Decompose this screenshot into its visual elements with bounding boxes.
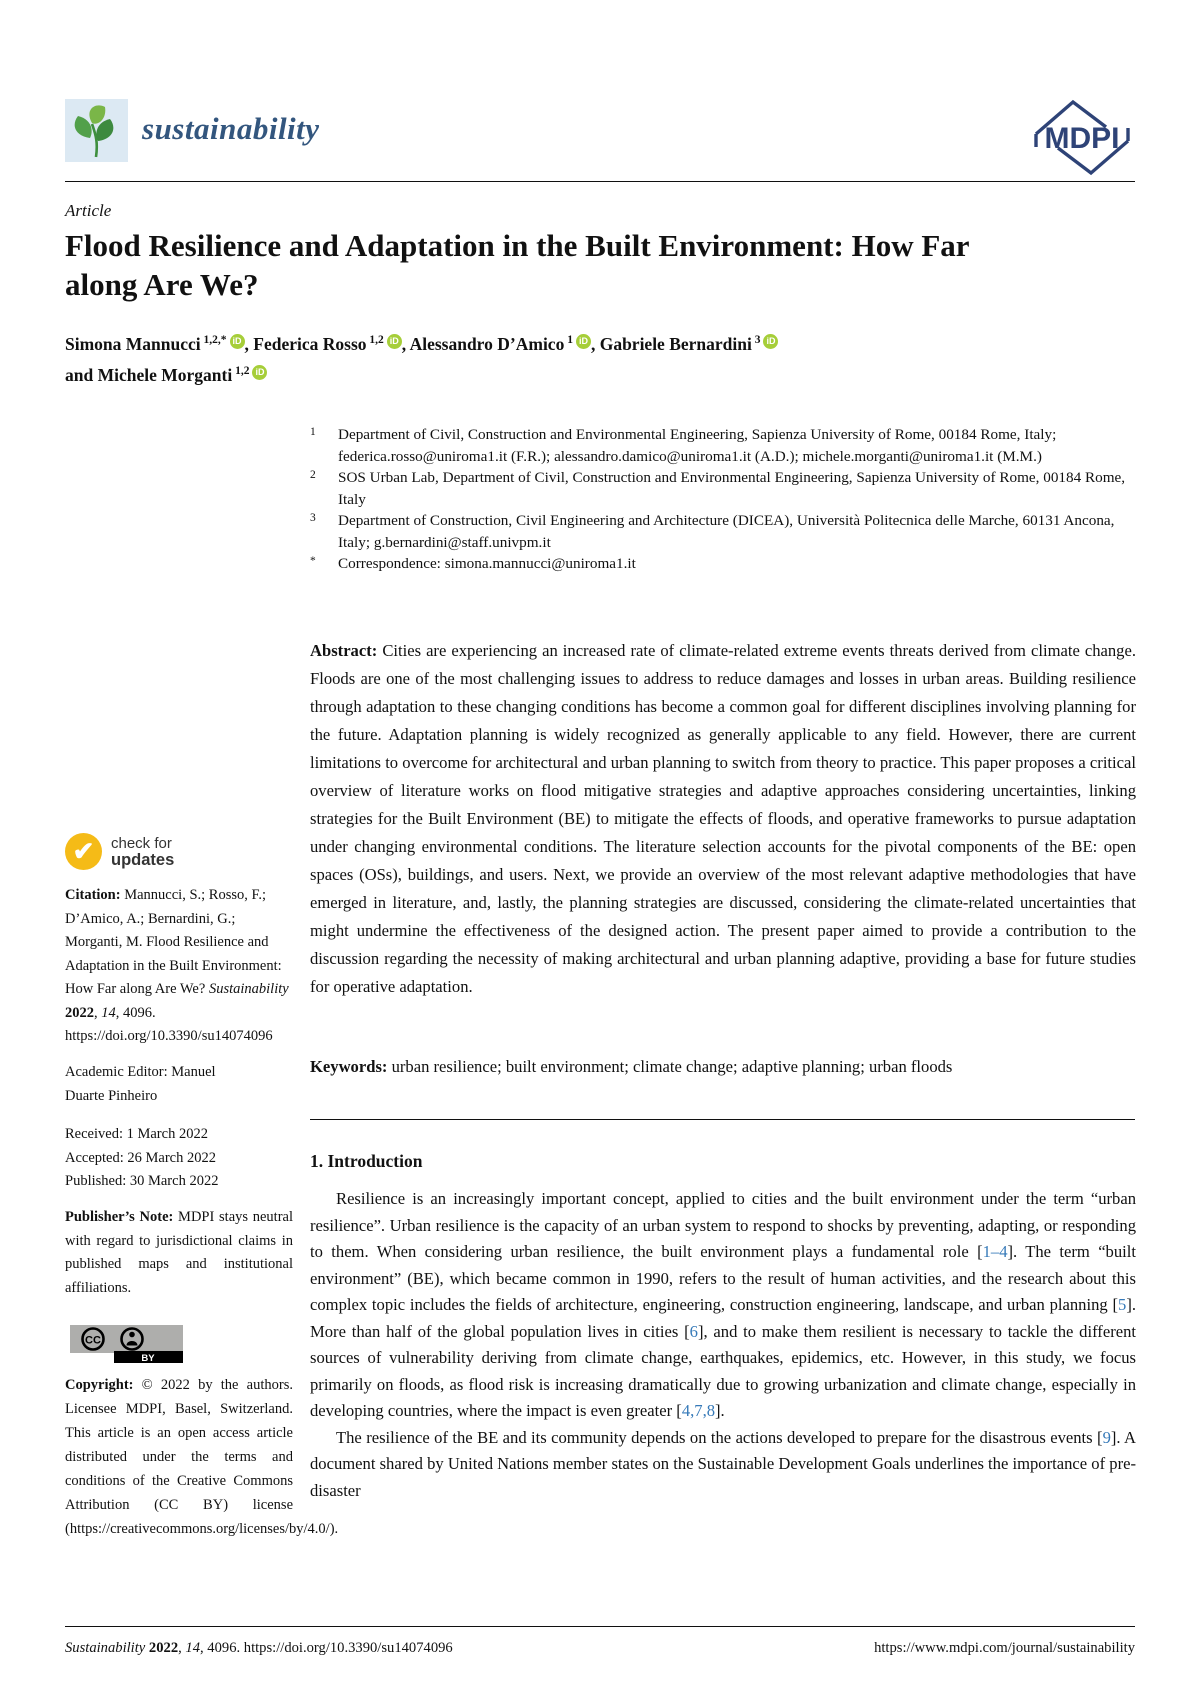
abstract-text: Cities are experiencing an increased rate of climate-related extreme events threats derived from climate change. Floods are one of the most challenging issues to address to reduce damages and losses in urban areas. Building resilience through adaptation to these changing conditions has become a common goal for different disciplines involving planning for the future. Adaptation planning is widely recognized as generally applicable to any field. However, there are current limitations to overcome for architectural and urban planning to switch from theory to practice. This paper proposes a critical overview of literature works on flood mitigative strategies and adaptive approaches considering uncertainties, linking strategies for the Built Environment (BE) to mitigate the effects of floods, and operative frameworks to pursue adaptation under changing environmental conditions. The literature selection accounts for the pivotal components of the BE: open spaces (OSs), buildings, and users. Next, we provide an overview of the most relevant adaptive methodologies that have emerged in literature, and, lastly, the planning strategies are discussed, considering the climate-related uncertainties that might undermine the effectiveness of the designed action. The present paper aimed to provide a contribution to the discussion regarding the necessity of making architectural and urban planning adaptive, providing a base for future studies for operative adaptation. [310,641,1136,996]
article-type-label: Article [65,201,112,220]
citation-block [65,884,293,1049]
orcid-icon[interactable]: iD [252,365,267,380]
section-heading-introduction: 1. Introduction [310,1151,423,1171]
text-segment: 2022 [65,1004,94,1021]
affiliation-text: Department of Construction, Civil Engineering and Architecture (DICEA), Università Politecnica delle Marche, 60131 Ancona, Italy; g.bernardini@staff.univpm.it [338,512,1115,551]
mdpi-logo-icon [1026,94,1138,180]
introduction-paragraph-2 [310,1425,1136,1505]
affiliation-marker: 3 [310,512,316,524]
introduction-body [310,1186,1136,1504]
check-for-updates-badge[interactable] [65,833,293,870]
page-title: Flood Resilience and Adaptation in the Built Environment: How Far along Are We? [65,228,969,302]
citation-text [65,887,289,1044]
author-line-1: Simona Mannucci $^{1,2,*}$ iD , Federica Rosso $^{1,2}$ iD , Alessandro D’Amico $^1$ iD , Gabriele Bernardini $^3$ iD [65,334,778,354]
article-dates [65,1123,293,1194]
footer-divider [65,1626,1135,1627]
keywords-label: Keywords: [310,1057,388,1076]
text-segment: 14 [101,1004,116,1021]
affiliation-row [310,467,1140,510]
journal-name: sustainability [142,111,320,146]
academic-editor-line1: Academic Editor: Manuel [65,1064,216,1080]
affiliation-text: Department of Civil, Construction and Environmental Engineering, Sapienza University of Rome, 00184 Rome, Italy; federica.rosso@uniroma1.it (F.R.); alessandro.damico@uniroma1.it (A.D.); michele.morganti@uniroma1.it (M.M.) [338,426,1057,465]
copyright-block [65,1373,339,1541]
svg-text:MDPI: MDPI [1044,122,1120,155]
keywords [310,1057,1136,1077]
publishers-note-label: Publisher’s Note: [65,1209,174,1225]
text-segment: 2022 [148,1640,179,1656]
text-segment: ]. [715,1401,725,1420]
svg-text:CC: CC [85,1334,101,1347]
affiliation-text: SOS Urban Lab, Department of Civil, Construction and Environmental Engineering, Sapienza University of Rome, 00184 Rome, Italy [338,469,1126,508]
affiliations [310,424,1140,575]
text-segment: Resilience is an increasingly important concept, applied to cities and the built environment under the term “urban resilience”. Urban resilience is the capacity of an urban system to respond to shocks by preventing, adapting, or responding to them. When considering urban resilience, the built environment plays a fundamental role [ [310,1189,1136,1261]
correspondence-marker: * [310,555,316,567]
affiliation-marker: 2 [310,469,316,481]
text-segment: Sustainability [208,981,289,997]
citation-link[interactable]: 9 [1102,1427,1111,1447]
author-name: Michele Morganti [97,365,233,385]
correspondence-text: Correspondence: simona.mannucci@uniroma1.it [338,555,636,572]
text-segment: 14 [185,1640,200,1656]
received-date: Received: 1 March 2022 [65,1126,208,1142]
text-segment: The resilience of the BE and its community depends on the actions developed to prepare for the disastrous events [ [336,1427,1103,1447]
abstract-label: Abstract: [310,641,378,660]
author-name: Simona Mannucci [65,334,201,354]
citation-link[interactable]: 4,7,8 [681,1401,716,1420]
orcid-icon[interactable]: iD [576,334,591,349]
published-date: Published: 30 March 2022 [65,1173,219,1189]
orcid-icon[interactable]: iD [230,334,245,349]
accepted-date: Accepted: 26 March 2022 [65,1149,216,1166]
introduction-paragraph-1 [310,1186,1136,1425]
publishers-note [65,1206,293,1300]
footer-journal-url[interactable]: https://www.mdpi.com/journal/sustainability [874,1640,1135,1656]
author-list [65,330,1085,392]
copyright-text: © 2022 by the authors. Licensee MDPI, Basel, Switzerland. This article is an open access article distributed under the terms and conditions of the Creative Commons Attribution (CC BY) license (https://creativecommons.org/licenses/by/4.0/). [65,1377,339,1537]
footer-citation[interactable] [65,1640,453,1657]
text-segment: , [94,1004,102,1021]
author-superscript: 3 [751,334,761,346]
citation-link[interactable]: 6 [689,1321,698,1341]
citation-label: Citation: [65,887,121,903]
mdpi-logo [1026,94,1138,185]
text-segment: ]. More than half of the global population lives in cities [ [310,1295,1136,1341]
text-segment: , [178,1640,186,1656]
orcid-icon[interactable]: iD [387,334,402,349]
author-superscript: 1,2,* [200,334,227,346]
check-for-updates-label [111,835,174,869]
affiliation-marker: 1 [310,426,316,438]
plant-icon [65,99,128,162]
affiliation-row [310,424,1140,467]
cc-by-icon [70,1325,183,1363]
author-name: Alessandro D’Amico [409,334,565,354]
header-divider [65,181,1135,182]
publishers-note-text: MDPI stays neutral with regard to jurisdictional claims in published maps and institutional affiliations. [65,1209,293,1296]
text-segment: , 4096. https://doi.org/10.3390/su14074096 [200,1640,453,1656]
text-segment: ]. A document shared by United Nations member states on the Sustainable Development Goals underlines the importance of pre-disaster [310,1427,1137,1500]
keywords-text: urban resilience; built environment; climate change; adaptive planning; urban floods [387,1057,953,1076]
author-superscript: 1,2 [366,334,384,346]
citation-link[interactable]: 1–4 [982,1242,1008,1261]
author-name: Gabriele Bernardini [599,334,752,354]
cc-by-license-badge[interactable] [70,1325,183,1368]
journal-logo [65,99,128,162]
checkmark-icon: ✔ [65,833,102,870]
text-segment: ]. The term “built environment” (BE), which became common in 1990, refers to the result of human activities, and the research about this complex topic includes the fields of architecture, engineering, construction engineering, landscape, and urban planning [ [310,1242,1136,1314]
abstract-divider [310,1119,1135,1120]
text-segment: , 4096. https://doi.org/10.3390/su14074096 [65,1004,273,1044]
text-segment: Mannucci, S.; Rosso, F.; D’Amico, A.; Bernardini, G.; Morganti, M. Flood Resilience and Adaptation in the Built Environment: How Far along Are We? [65,887,282,997]
citation-link[interactable]: 5 [1118,1295,1127,1314]
copyright-label: Copyright: [65,1377,134,1393]
academic-editor-line2: Duarte Pinheiro [65,1087,158,1104]
abstract [310,637,1136,1001]
orcid-icon[interactable]: iD [763,334,778,349]
text-segment: ], and to make them resilient is necessary to tackle the different sources of vulnerability deriving from climate change, earthquakes, epidemics, etc. However, in this study, we focus primarily on floods, as flood risk is increasing dramatically due to growing urbanization and climate change, especially in developing countries, where the impact is even greater [ [310,1321,1136,1420]
text-segment: Sustainability [65,1640,146,1656]
author-line-2: and Michele Morganti $^{1,2}$ iD [65,365,267,385]
author-superscript: 1 [564,334,573,346]
badge-line2: updates [111,850,175,869]
svg-text:BY: BY [141,1353,155,1363]
author-superscript: 1,2 [232,365,250,377]
badge-line1: check for [111,834,172,852]
author-name: Federica Rosso [253,334,367,354]
academic-editor [65,1061,293,1108]
affiliation-row [310,510,1140,553]
correspondence-row [310,553,1140,575]
